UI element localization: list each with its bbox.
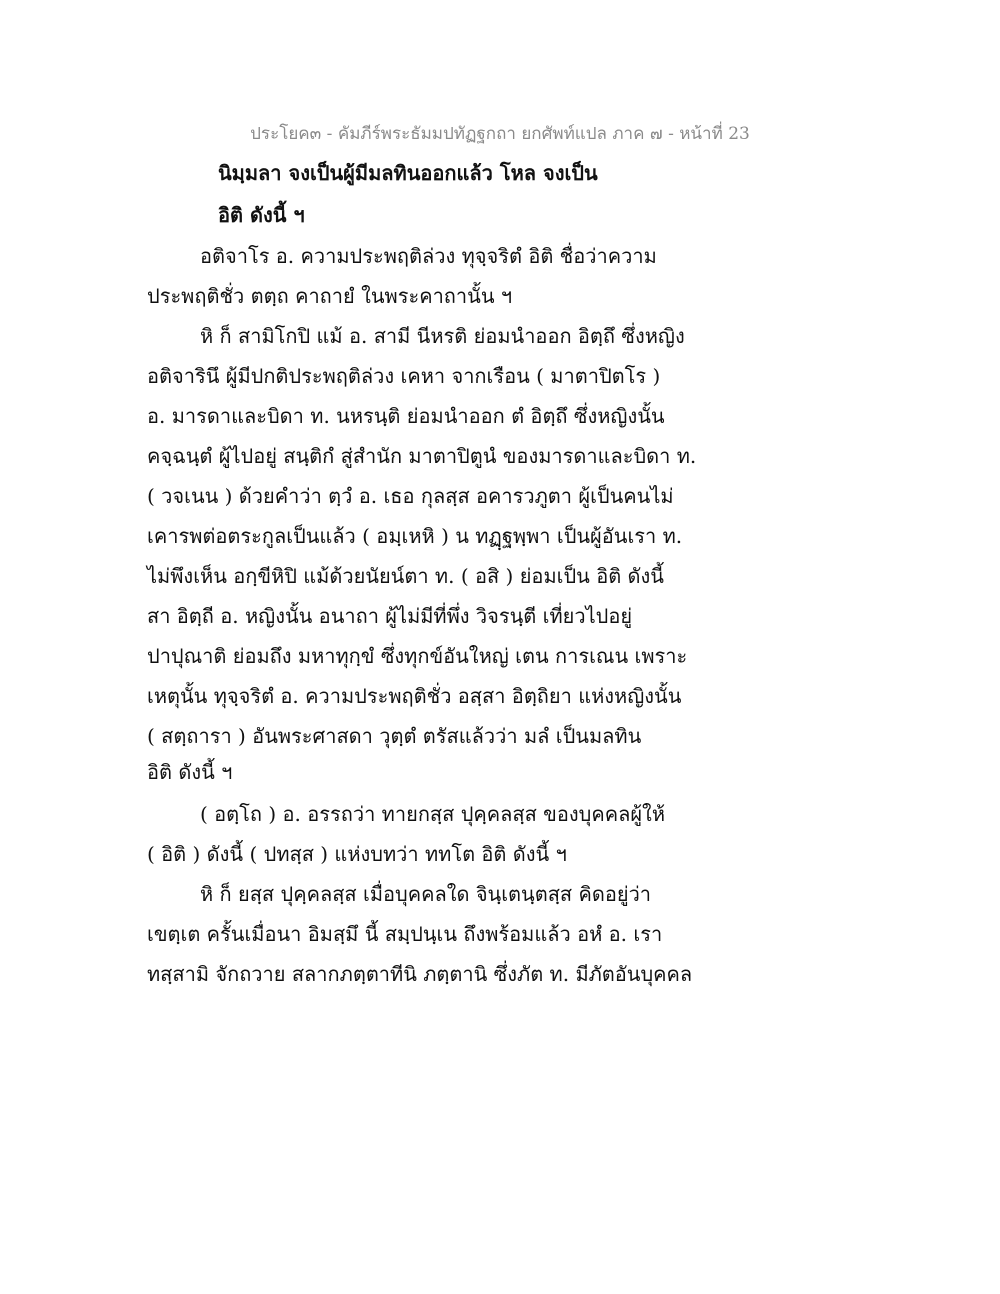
text-line-5: หิ ก็ สามิโกปิ แม้ อ. สามี นีหรติ ย่อมนำออก อิตฺถึ ซึ่งหญิง	[200, 324, 685, 348]
text-line-10: เคารพต่อตระกูลเป็นแล้ว ( อมฺเหหิ ) น ทฏฺฐพฺพา เป็นผู้อันเรา ท.	[147, 524, 683, 548]
text-line-17: ( อตฺโถ ) อ. อรรถว่า ทายกสฺส ปุคฺคลสฺส ของบุคคลผู้ให้	[200, 802, 665, 826]
text-line-7: อ. มารดาและบิดา ท. นหรนฺติ ย่อมนำออก ตํ อิตฺถึ ซึ่งหญิงนั้น	[147, 404, 665, 428]
text-line-14: เหตุนั้น ทุจฺจริตํ อ. ความประพฤติชั่ว อสฺสา อิตฺถิยา แห่งหญิงนั้น	[147, 684, 682, 708]
text-line-13: ปาปุณาติ ย่อมถึง มหาทุกฺขํ ซึ่งทุกข์อันใหญ่ เตน การเณน เพราะ	[147, 644, 688, 668]
text-line-19: หิ ก็ ยสฺส ปุคฺคลสฺส เมื่อบุคคลใด จินฺเตนฺตสฺส คิดอยู่ว่า	[200, 882, 652, 906]
text-line-8: คจฺฉนฺตํ ผู้ไปอยู่ สนฺติกํ สู่สำนัก มาตาปิตูนํ ของมารดาและบิดา ท.	[147, 444, 697, 468]
text-line-21: ทสฺสามิ จักถวาย สลากภตฺตาทีนิ ภตฺตานิ ซึ่งภัต ท. มีภัตอันบุคคล	[147, 962, 693, 986]
text-line-1: นิมฺมลา จงเป็นผู้มีมลทินออกแล้ว โหล จงเป็น	[218, 161, 598, 185]
text-line-6: อติจารินึ ผู้มีปกติประพฤติล่วง เคหา จากเรือน ( มาตาปิตโร )	[147, 364, 661, 388]
text-line-9: ( วจเนน ) ด้วยคำว่า ตฺวํ อ. เธอ กุลสฺส อคารวภูตา ผู้เป็นคนไม่	[147, 484, 674, 508]
text-line-20: เขตฺเต ครั้นเมื่อนา อิมสฺมึ นี้ สมฺปนฺเน ถึงพร้อมแล้ว อหํ อ. เรา	[147, 922, 663, 946]
text-line-15: ( สตฺถารา ) อันพระศาสดา วุตฺตํ ตรัสแล้วว่า มลํ เป็นมลทิน	[147, 724, 642, 748]
text-line-12: สา อิตฺถี อ. หญิงนั้น อนาถา ผู้ไม่มีที่พึ่ง วิจรนฺตี เที่ยวไปอยู่	[147, 604, 633, 628]
text-line-16: อิติ ดังนี้ ฯ	[147, 760, 233, 784]
text-line-18: ( อิติ ) ดังนี้ ( ปทสฺส ) แห่งบทว่า ททโต อิติ ดังนี้ ฯ	[147, 842, 567, 866]
text-line-11: ไม่พึงเห็น อกฺขีหิปิ แม้ด้วยนัยน์ตา ท. ( อสิ ) ย่อมเป็น อิติ ดังนี้	[147, 564, 664, 588]
page-header: ประโยค๓ - คัมภีร์พระธัมมปทัฏฐกถา ยกศัพท์แปล ภาค ๗ - หน้าที่ 23	[250, 124, 750, 144]
text-line-4: ประพฤติชั่ว ตตฺถ คาถายํ ในพระคาถานั้น ฯ	[147, 284, 513, 308]
text-line-2: อิติ ดังนี้ ฯ	[218, 203, 305, 227]
text-line-3: อติจาโร อ. ความประพฤติล่วง ทุจฺจริตํ อิติ ชื่อว่าความ	[200, 244, 657, 268]
